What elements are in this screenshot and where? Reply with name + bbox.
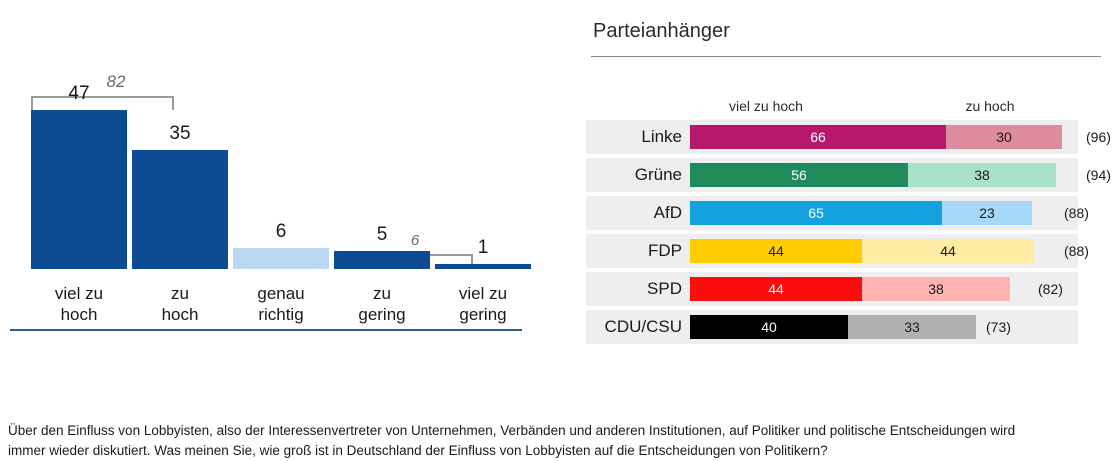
- bar-label-1-line1: zu: [171, 284, 189, 303]
- stacked-bar-cdu-csu: [690, 315, 978, 339]
- segment-light-afd: 23: [942, 201, 1032, 225]
- bar-label-2-line2: richtig: [258, 305, 304, 324]
- column-header-zu-hoch: zu hoch: [965, 98, 1015, 114]
- bar-label-0: [22, 269, 136, 325]
- row-total-fdp: (88): [1064, 243, 1089, 259]
- table-row-cdu-csu: [586, 310, 1110, 344]
- segment-strong-spd: 44: [690, 277, 862, 301]
- segment-strong-fdp: 44: [690, 239, 862, 263]
- bar-label-2-line1: genau: [257, 284, 305, 303]
- segment-strong-cdu-csu: 40: [690, 315, 848, 339]
- bar-label-4: [426, 269, 540, 325]
- bar-label-4-line1: viel zu: [458, 284, 508, 303]
- row-total-spd: (82): [1038, 281, 1063, 297]
- segment-light-gruene: 38: [908, 163, 1056, 187]
- column-header-viel-zu-hoch: viel zu hoch: [729, 98, 803, 114]
- table-row-linke: [586, 120, 1110, 154]
- bracket-total-label-6: 6: [410, 232, 420, 249]
- party-label-afd: AfD: [653, 203, 682, 222]
- bar-rect-3: [334, 251, 430, 269]
- party-label-linke: Linke: [641, 127, 682, 146]
- bar-rect-2: [233, 248, 329, 269]
- bar-column-zu-hoch: [132, 123, 228, 324]
- bar-label-1-line2: hoch: [161, 305, 199, 324]
- segment-light-cdu-csu: 33: [848, 315, 976, 339]
- bar-label-3-line1: zu: [373, 284, 391, 303]
- bar-value-3: 5: [376, 224, 388, 245]
- bar-label-4-line2: gering: [459, 305, 507, 324]
- stacked-bar-gruene: [690, 163, 1070, 187]
- vertical-bar-chart: [0, 0, 560, 400]
- question-footnote: [8, 421, 1108, 461]
- row-total-gruene: (94): [1086, 167, 1111, 183]
- party-label-fdp: FDP: [648, 241, 682, 260]
- right-panel-title: Parteianhänger: [593, 20, 730, 42]
- bar-value-2: 6: [275, 221, 287, 242]
- bar-label-1: [123, 269, 237, 325]
- bar-label-2: [224, 269, 338, 325]
- bar-label-0-line2: hoch: [60, 305, 98, 324]
- bar-value-1: 35: [169, 123, 191, 144]
- stacked-bar-linke: [690, 125, 1078, 149]
- table-row-afd: [586, 196, 1110, 230]
- footnote-line-1: Über den Einfluss von Lobbyisten, also der Interessenvertreter von Unternehmen, Verbänden und anderen Institutionen, auf Politiker und politische Entscheidungen wird: [8, 423, 1016, 438]
- bar-column-zu-gering: [334, 224, 430, 324]
- bar-rect-0: [31, 110, 127, 269]
- row-total-cdu-csu: (73): [986, 319, 1011, 335]
- stacked-bar-afd: [690, 201, 1046, 225]
- row-total-afd: (88): [1064, 205, 1089, 221]
- segment-light-spd: 38: [862, 277, 1010, 301]
- bar-column-viel-zu-gering: [435, 237, 531, 324]
- party-label-spd: SPD: [647, 279, 682, 298]
- bar-value-4: 1: [477, 237, 489, 258]
- x-axis-line: [10, 329, 522, 331]
- footnote-line-2: immer wieder diskutiert. Was meinen Sie, wie groß ist in Deutschland der Einfluss von Lobbyisten auf die Entscheidungen von Politikern?: [8, 443, 828, 458]
- segment-light-fdp: 44: [862, 239, 1034, 263]
- stacked-bar-fdp: [690, 239, 1046, 263]
- table-row-spd: [586, 272, 1110, 306]
- bracket-total-label-82: 82: [106, 72, 126, 91]
- bar-column-genau-richtig: [233, 221, 329, 324]
- segment-light-linke: 30: [946, 125, 1062, 149]
- bar-column-viel-zu-hoch: [31, 83, 127, 324]
- table-row-gruene: [586, 158, 1110, 192]
- stacked-bar-spd: [690, 277, 1022, 301]
- segment-strong-afd: 65: [690, 201, 942, 225]
- segment-strong-linke: 66: [690, 125, 946, 149]
- row-total-linke: (96): [1086, 129, 1111, 145]
- party-label-gruene: Grüne: [634, 165, 682, 184]
- bar-value-0: 47: [68, 83, 90, 104]
- bar-label-3: [325, 269, 439, 325]
- bar-label-0-line1: viel zu: [54, 284, 104, 303]
- segment-strong-gruene: 56: [690, 163, 908, 187]
- party-supporters-chart: [578, 0, 1120, 400]
- title-divider: [591, 56, 1101, 57]
- party-label-cdu-csu: CDU/CSU: [604, 317, 682, 336]
- bar-label-3-line2: gering: [358, 305, 406, 324]
- table-row-fdp: [586, 234, 1110, 268]
- bar-rect-1: [132, 150, 228, 269]
